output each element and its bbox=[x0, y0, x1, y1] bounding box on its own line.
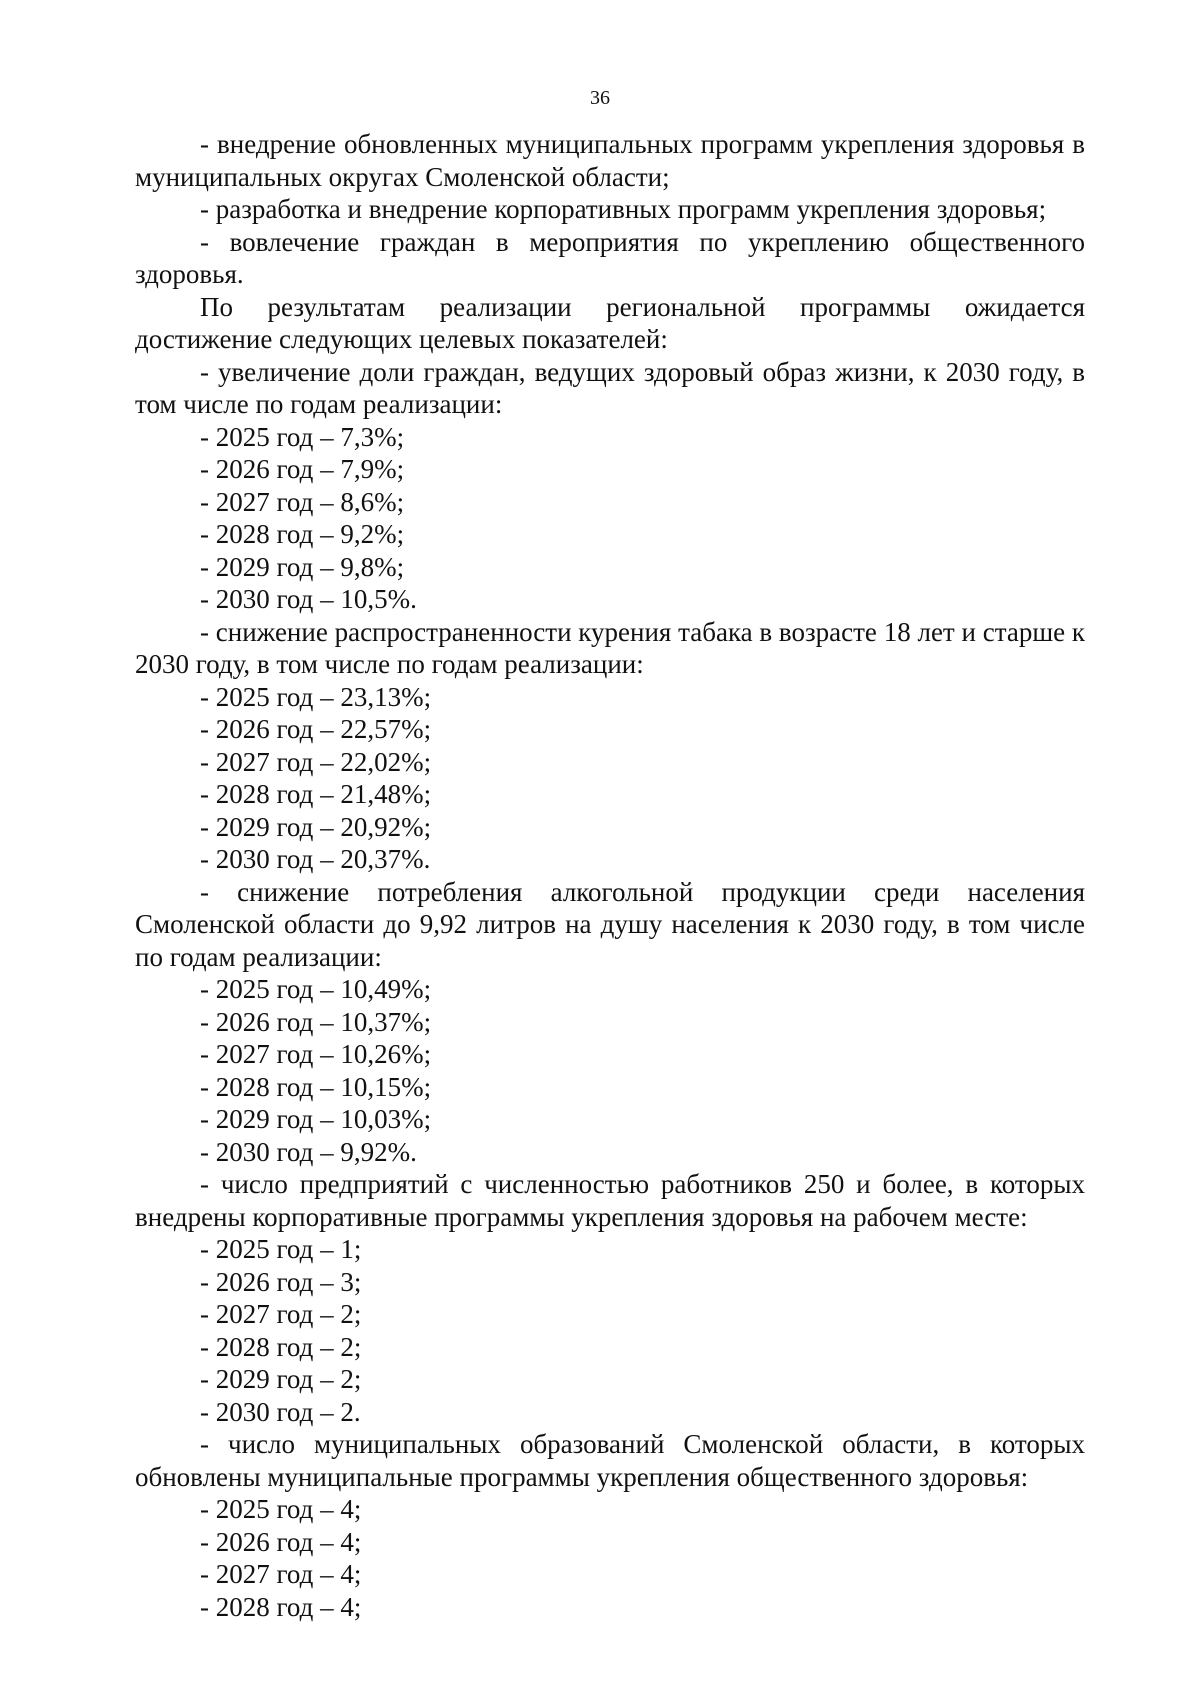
list-item: - 2029 год – 10,03%; bbox=[200, 1104, 432, 1134]
paragraph: - внедрение обновленных муниципальных программ укрепления здоровья в муниципальных округах Смоленской области; bbox=[135, 129, 1085, 192]
list-item: - 2025 год – 4; bbox=[200, 1494, 362, 1524]
list-item: - 2026 год – 3; bbox=[200, 1266, 362, 1297]
list-item: - 2027 год – 10,26%; bbox=[200, 1039, 432, 1069]
list-item: - 2026 год – 22,57%; bbox=[200, 714, 432, 744]
list-item: - 2027 год – 22,02%; bbox=[200, 746, 432, 777]
indicator-heading: - снижение потребления алкогольной продукции среди населения Смоленской области до 9,92 литров на душу населения к 2030 году, в том числе по годам реализации: bbox=[135, 876, 1085, 972]
page-number: 36 bbox=[590, 87, 610, 109]
indicator-heading: - увеличение доли граждан, ведущих здоровый образ жизни, к 2030 году, в том числе по годам реализации: bbox=[135, 356, 1085, 419]
list-item: - 2028 год – 4; bbox=[200, 1591, 362, 1622]
list-item: - 2030 год – 9,92%. bbox=[200, 1136, 417, 1167]
list-item: - 2028 год – 9,2%; bbox=[200, 519, 405, 549]
list-item: - 2026 год – 4; bbox=[200, 1526, 362, 1557]
list-item: - 2027 год – 2; bbox=[200, 1299, 362, 1329]
list-item: - 2028 год – 21,48%; bbox=[200, 779, 432, 809]
list-item: - 2028 год – 10,15%; bbox=[200, 1071, 432, 1102]
list-item: - 2026 год – 10,37%; bbox=[200, 1006, 432, 1037]
list-item: - 2030 год – 20,37%. bbox=[200, 844, 431, 874]
list-item: - 2025 год – 1; bbox=[200, 1234, 362, 1264]
paragraph: - вовлечение граждан в мероприятия по укреплению общественного здоровья. bbox=[135, 226, 1085, 289]
list-item: - 2026 год – 7,9%; bbox=[200, 454, 405, 484]
list-item: - 2025 год – 10,49%; bbox=[200, 974, 432, 1004]
indicator-heading: - снижение распространенности курения табака в возрасте 18 лет и старше к 2030 году, в том числе по годам реализации: bbox=[135, 616, 1085, 679]
paragraph: - разработка и внедрение корпоративных программ укрепления здоровья; bbox=[200, 194, 1047, 224]
document-body bbox=[135, 128, 1085, 1623]
list-item: - 2027 год – 4; bbox=[200, 1559, 362, 1589]
list-item: - 2025 год – 23,13%; bbox=[200, 681, 432, 712]
list-item: - 2030 год – 2. bbox=[200, 1396, 361, 1427]
list-item: - 2028 год – 2; bbox=[200, 1331, 362, 1362]
list-item: - 2029 год – 20,92%; bbox=[200, 811, 432, 842]
list-item: - 2030 год – 10,5%. bbox=[200, 584, 417, 614]
list-item: - 2025 год – 7,3%; bbox=[200, 421, 405, 452]
list-item: - 2029 год – 2; bbox=[200, 1364, 362, 1394]
paragraph: По результатам реализации региональной программы ожидается достижение следующих целевых показателей: bbox=[135, 291, 1085, 354]
list-item: - 2027 год – 8,6%; bbox=[200, 486, 405, 517]
indicator-heading: - число предприятий с численностью работников 250 и более, в которых внедрены корпоративные программы укрепления здоровья на рабочем месте: bbox=[135, 1169, 1085, 1232]
indicator-heading: - число муниципальных образований Смоленской области, в которых обновлены муниципальные программы укрепления общественного здоровья: bbox=[135, 1429, 1085, 1492]
list-item: - 2029 год – 9,8%; bbox=[200, 551, 405, 582]
